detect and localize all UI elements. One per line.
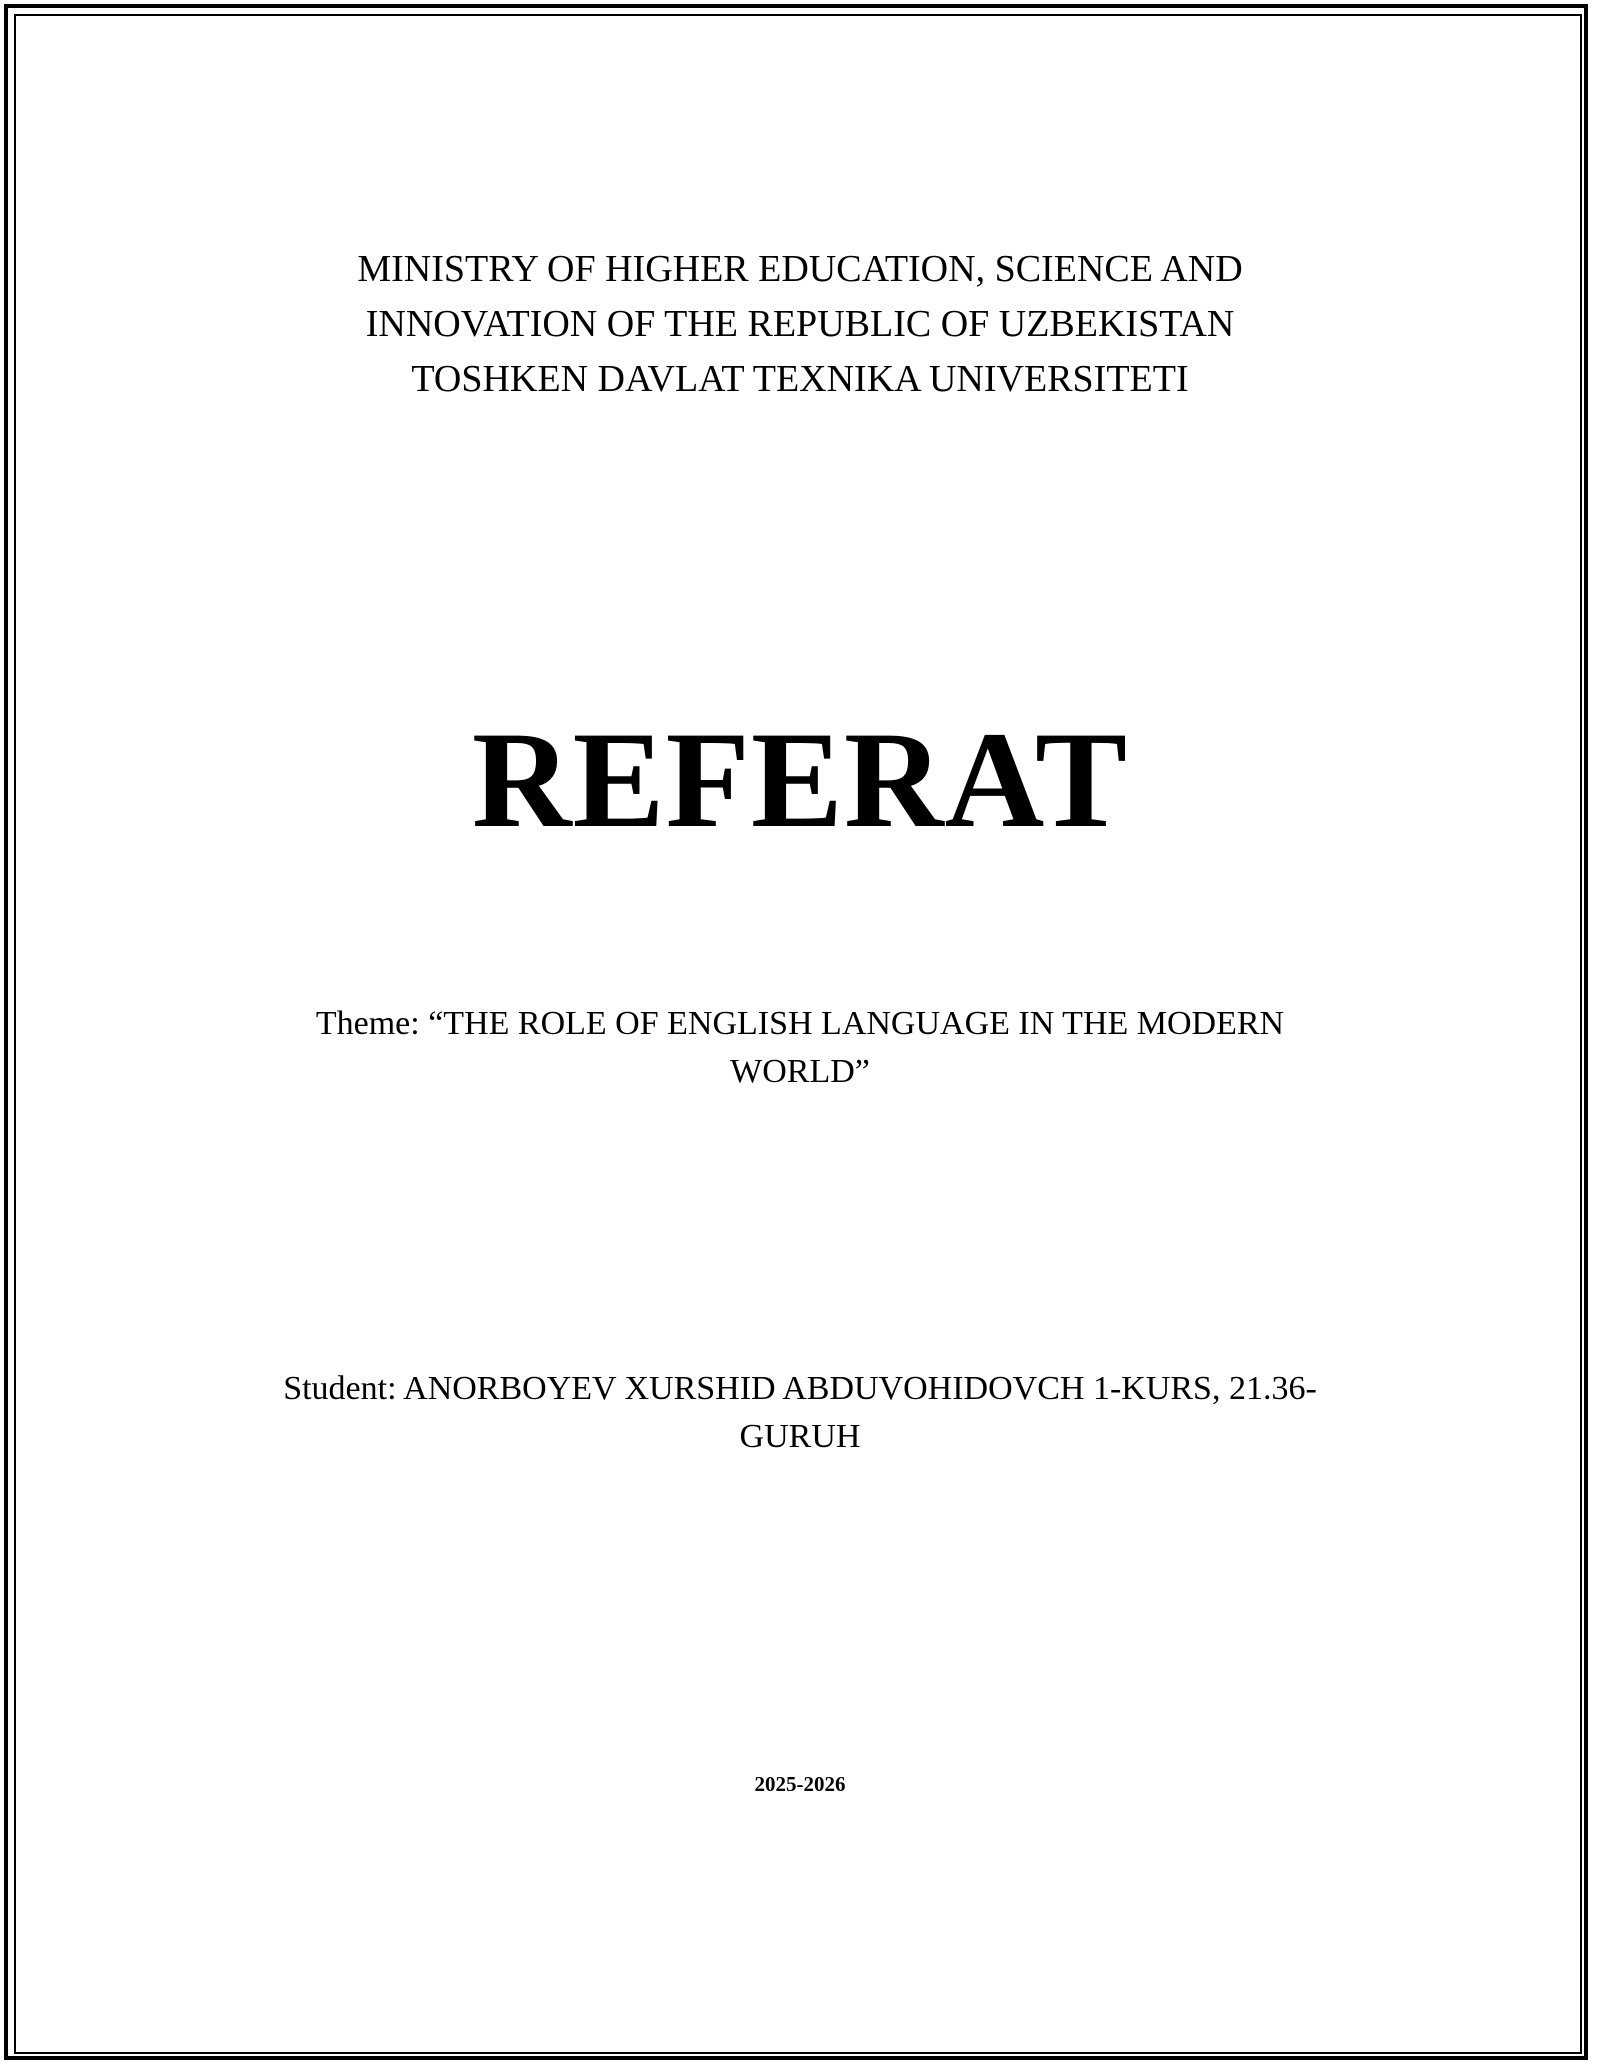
ministry-header — [0, 242, 1600, 407]
student-info — [0, 1365, 1600, 1461]
ministry-line-2: INNOVATION OF THE REPUBLIC OF UZBEKISTAN — [365, 303, 1235, 345]
theme-line-2: WORLD” — [730, 1053, 870, 1090]
academic-year: 2025-2026 — [754, 1772, 846, 1796]
university-name: TOSHKEN DAVLAT TEXNIKA UNIVERSITETI — [411, 358, 1189, 400]
theme — [0, 1000, 1600, 1096]
student-line-1: Student: ANORBOYEV XURSHID ABDUVOHIDOVCH 1-KURS, 21.36- — [283, 1370, 1317, 1407]
ministry-line-1: MINISTRY OF HIGHER EDUCATION, SCIENCE AND — [357, 248, 1243, 290]
theme-line-1: Theme: “THE ROLE OF ENGLISH LANGUAGE IN THE MODERN — [315, 1005, 1285, 1042]
document-title: REFERAT — [471, 703, 1129, 856]
student-line-2: GURUH — [739, 1418, 861, 1455]
